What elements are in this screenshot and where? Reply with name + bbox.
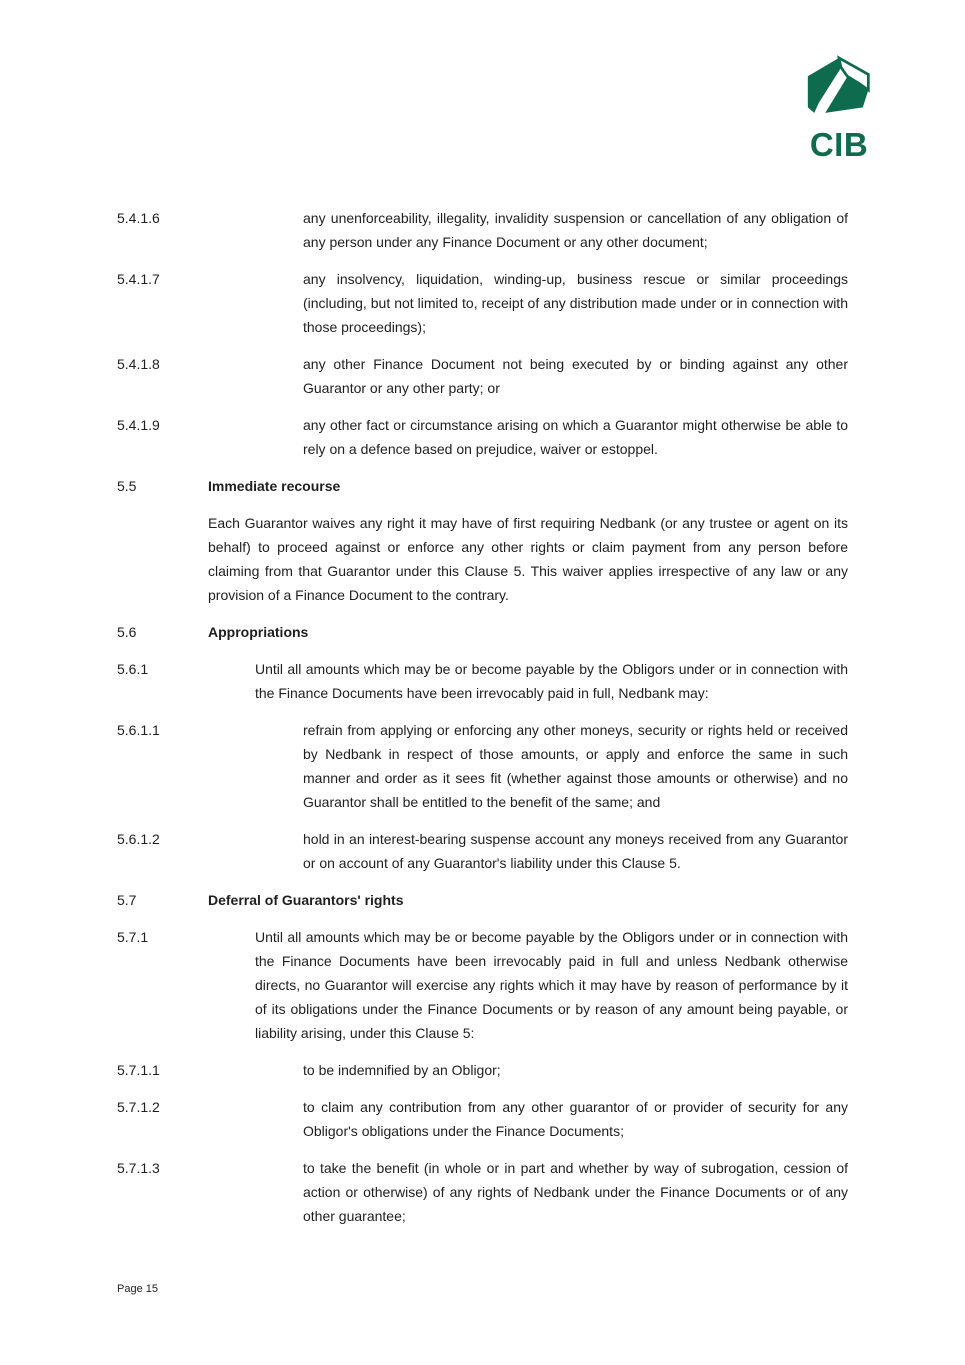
clause-text: to take the benefit (in whole or in part and whether by way of subrogation, cession of action or otherwise) of any rights of Nedbank under the Finance Documents or of any other guarantee; xyxy=(303,1160,848,1224)
clause-text: any other Finance Document not being executed by or binding against any other Guarantor or any other party; or xyxy=(303,356,848,396)
section-heading: Immediate recourse xyxy=(208,478,341,494)
clause-text: Each Guarantor waives any right it may have of first requiring Nedbank (or any trustee or agent on its behalf) to proceed against or enforce any other rights or claim payment from any person before claiming from that Guarantor under this Clause 5. This waiver applies irrespective of any law or any provision of a Finance Document to the contrary. xyxy=(208,515,848,603)
clause-row xyxy=(117,511,848,607)
clause-number: 5.4.1.9 xyxy=(117,417,160,433)
clause-text: any insolvency, liquidation, winding-up, business rescue or similar proceedings (including, but not limited to, receipt of any distribution made under or in connection with those proceedings); xyxy=(303,271,848,335)
clause-text: refrain from applying or enforcing any other moneys, security or rights held or received by Nedbank in respect of those amounts, or apply and enforce the same in such manner and order as it sees fit (whether against those amounts or otherwise) and no Guarantor shall be entitled to the benefit of the same; and xyxy=(303,722,848,810)
clause-text: Until all amounts which may be or become payable by the Obligors under or in connection with the Finance Documents have been irrevocably paid in full, Nedbank may: xyxy=(255,661,848,701)
section-heading-row xyxy=(117,888,848,912)
clause-text: any other fact or circumstance arising on which a Guarantor might otherwise be able to rely on a defence based on prejudice, waiver or estoppel. xyxy=(303,417,848,457)
clause-list xyxy=(117,206,848,1241)
clause-number: 5.7.1.1 xyxy=(117,1062,160,1078)
section-heading-row xyxy=(117,474,848,498)
clause-text: hold in an interest-bearing suspense account any moneys received from any Guarantor or on account of any Guarantor's liability under this Clause 5. xyxy=(303,831,848,871)
clause-number: 5.4.1.6 xyxy=(117,210,160,226)
clause-text: to be indemnified by an Obligor; xyxy=(303,1062,501,1078)
clause-row xyxy=(117,352,848,400)
clause-row xyxy=(117,657,848,705)
clause-row xyxy=(117,1058,848,1082)
section-heading: Appropriations xyxy=(208,624,309,640)
clause-row xyxy=(117,267,848,339)
clause-row xyxy=(117,413,848,461)
section-heading: Deferral of Guarantors' rights xyxy=(208,892,404,908)
brand-cib-label: CIB xyxy=(809,126,869,163)
clause-number: 5.7 xyxy=(117,892,137,908)
clause-row xyxy=(117,1095,848,1143)
page-number: Page 15 xyxy=(117,1283,158,1295)
clause-row xyxy=(117,1156,848,1228)
clause-text: Until all amounts which may be or become payable by the Obligors under or in connection with the Finance Documents have been irrevocably paid in full and unless Nedbank otherwise directs, no Guarantor will exercise any rights which it may have by reason of performance by it of its obligations under the Finance Documents or by reason of any amount being payable, or liability arising, under this Clause 5: xyxy=(255,929,848,1041)
clause-number: 5.6.1.2 xyxy=(117,831,160,847)
clause-number: 5.6.1 xyxy=(117,661,149,677)
clause-number: 5.5 xyxy=(117,478,137,494)
brand-logo xyxy=(793,55,885,163)
clause-number: 5.6 xyxy=(117,624,137,640)
nedbank-n-icon xyxy=(793,55,885,125)
section-heading-row xyxy=(117,620,848,644)
clause-number: 5.7.1 xyxy=(117,929,149,945)
clause-number: 5.6.1.1 xyxy=(117,722,160,738)
clause-text: to claim any contribution from any other guarantor of or provider of security for any Obligor's obligations under the Finance Documents; xyxy=(303,1099,848,1139)
clause-row xyxy=(117,206,848,254)
clause-number: 5.7.1.3 xyxy=(117,1160,160,1176)
clause-row xyxy=(117,827,848,875)
clause-row xyxy=(117,718,848,814)
clause-number: 5.7.1.2 xyxy=(117,1099,160,1115)
clause-text: any unenforceability, illegality, invalidity suspension or cancellation of any obligation of any person under any Finance Document or any other document; xyxy=(303,210,848,250)
clause-row xyxy=(117,925,848,1045)
clause-number: 5.4.1.8 xyxy=(117,356,160,372)
clause-number: 5.4.1.7 xyxy=(117,271,160,287)
